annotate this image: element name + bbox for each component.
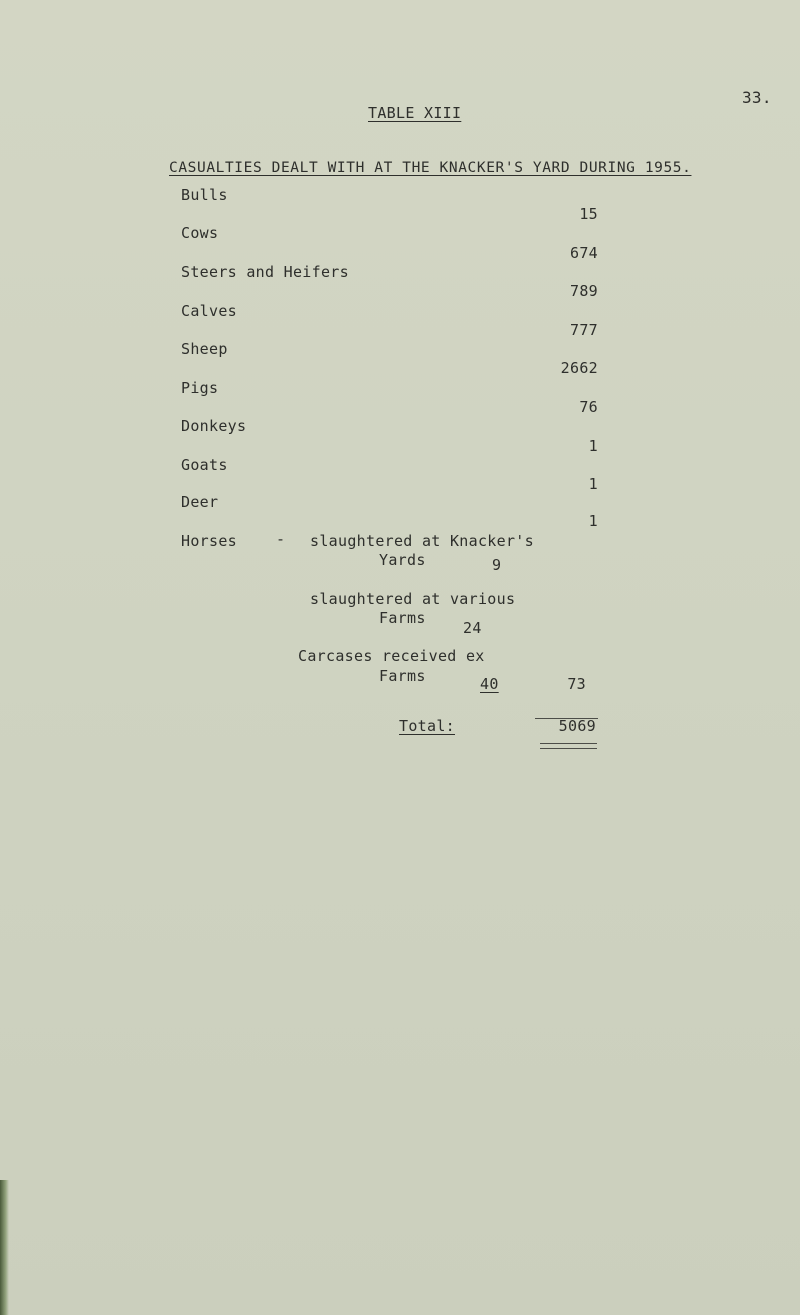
horses-sub-carcases-value: 40 (480, 675, 499, 693)
horses-sub-knacker-line1: slaughtered at Knacker's (310, 532, 534, 550)
total-double-rule (540, 743, 597, 749)
row-label-pigs: Pigs (181, 379, 219, 397)
row-label-bulls: Bulls (181, 186, 228, 204)
row-label-deer: Deer (181, 493, 219, 511)
row-value-cows: 674 (570, 244, 598, 262)
horses-sub-farms-value: 24 (463, 619, 482, 637)
table-heading: CASUALTIES DEALT WITH AT THE KNACKER'S YARD DURING 1955. (169, 160, 692, 176)
page-number: 33. (742, 88, 772, 107)
page-edge-shadow (0, 1180, 9, 1315)
total-label: Total: (399, 717, 455, 735)
row-value-pigs: 76 (579, 398, 598, 416)
row-value-steers-heifers: 789 (570, 282, 598, 300)
row-value-sheep: 2662 (560, 359, 598, 377)
horses-sub-knacker-line2: Yards (379, 551, 426, 569)
horses-sub-knacker-value: 9 (492, 556, 502, 574)
horses-sub-farms-line1: slaughtered at various (310, 590, 516, 608)
row-label-donkeys: Donkeys (181, 417, 247, 435)
row-value-deer: 1 (588, 512, 598, 530)
row-label-calves: Calves (181, 302, 237, 320)
row-label-cows: Cows (181, 224, 219, 242)
horses-sub-carcases-line2: Farms (379, 667, 426, 685)
horses-dash: - (276, 530, 286, 548)
table-title: TABLE XIII (368, 104, 462, 122)
row-label-steers-heifers: Steers and Heifers (181, 263, 349, 281)
horses-sub-farms-line2: Farms (379, 609, 426, 627)
horses-sub-carcases-line1: Carcases received ex (298, 647, 485, 665)
total-value: 5069 (558, 717, 596, 735)
row-label-horses: Horses (181, 532, 237, 550)
row-label-goats: Goats (181, 456, 228, 474)
row-value-bulls: 15 (579, 205, 598, 223)
horses-total-value: 73 (567, 675, 586, 693)
row-label-sheep: Sheep (181, 340, 228, 358)
row-value-calves: 777 (570, 321, 598, 339)
row-value-donkeys: 1 (588, 437, 598, 455)
row-value-goats: 1 (588, 475, 598, 493)
